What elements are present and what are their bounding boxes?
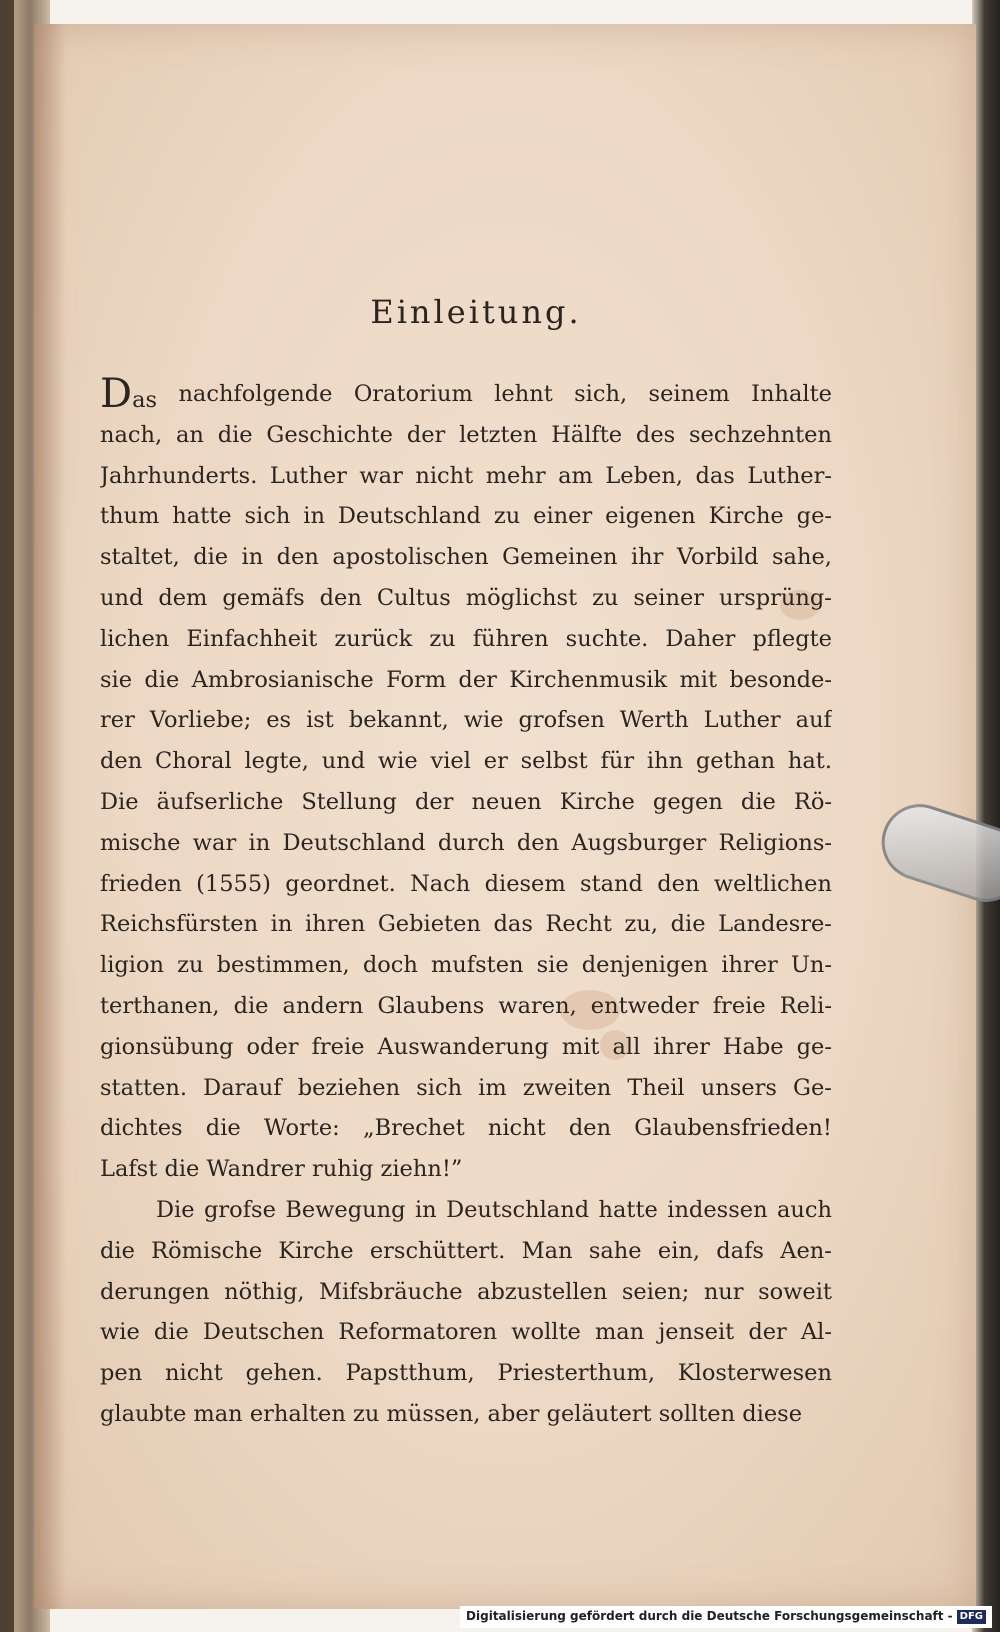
text-line: und dem gemäfs den Cultus möglichst zu seiner ursprüng- bbox=[100, 584, 832, 611]
text-line: staltet, die in den apostolischen Gemeinen ihr Vorbild sahe, bbox=[100, 544, 832, 571]
digitization-footer bbox=[460, 1606, 992, 1628]
text-line: rer Vorliebe; es ist bekannt, wie grofsen Werth Luther auf bbox=[100, 707, 832, 734]
text-line: ligion zu bestimmen, doch mufsten sie denjenigen ihrer Un- bbox=[100, 952, 832, 979]
binding-edge bbox=[0, 0, 14, 1632]
page-title: Einleitung. bbox=[370, 293, 582, 331]
text-line: Reichsfürsten in ihren Gebieten das Recht zu, die Landesre- bbox=[100, 911, 832, 938]
text-line: Lafst die Wandrer ruhig ziehn!” bbox=[100, 1156, 463, 1183]
text-line: nach, an die Geschichte der letzten Hälfte des sechzehnten bbox=[100, 421, 832, 448]
text-line: Die grofse Bewegung in Deutschland hatte indessen auch bbox=[156, 1196, 832, 1223]
footer-text: Digitalisierung gefördert durch die Deutsche Forschungsgemeinschaft - bbox=[466, 1609, 953, 1623]
page-text bbox=[100, 292, 832, 1435]
cover-edge bbox=[972, 0, 1000, 1632]
paragraph bbox=[100, 1190, 832, 1435]
text-line: thum hatte sich in Deutschland zu einer eigenen Kirche ge- bbox=[100, 503, 832, 530]
text-line: den Choral legte, und wie viel er selbst für ihn gethan hat. bbox=[100, 748, 832, 775]
text-line: frieden (1555) geordnet. Nach diesem stand den weltlichen bbox=[100, 870, 832, 897]
text-line: Jahrhunderts. Luther war nicht mehr am Leben, das Luther- bbox=[100, 462, 832, 489]
text-line: derungen nöthig, Mifsbräuche abzustellen seien; nur soweit bbox=[100, 1278, 832, 1305]
text-line: die Römische Kirche erschüttert. Man sahe ein, dafs Aen- bbox=[100, 1237, 832, 1264]
text-line: Das nachfolgende Oratorium lehnt sich, seinem Inhalte bbox=[100, 374, 832, 415]
text-line: terthanen, die andern Glaubens waren, entweder freie Reli- bbox=[100, 992, 832, 1019]
text-line: dichtes die Worte: „Brechet nicht den Glaubensfrieden! bbox=[100, 1115, 832, 1142]
text-line: mische war in Deutschland durch den Augsburger Religions- bbox=[100, 829, 832, 856]
text-line: pen nicht gehen. Papstthum, Priesterthum, Klosterwesen bbox=[100, 1360, 832, 1387]
text-line: wie die Deutschen Reformatoren wollte man jenseit der Al- bbox=[100, 1319, 832, 1346]
page-gutter-shadow bbox=[34, 24, 66, 1609]
text-line: gionsübung oder freie Auswanderung mit all ihrer Habe ge- bbox=[100, 1033, 832, 1060]
text-line: Die äufserliche Stellung der neuen Kirche gegen die Rö- bbox=[100, 788, 832, 815]
dfg-logo: DFG bbox=[957, 1610, 986, 1624]
body-text bbox=[100, 374, 832, 1435]
text-line: lichen Einfachheit zurück zu führen suchte. Daher pflegte bbox=[100, 625, 832, 652]
initial-capital: D bbox=[100, 374, 133, 415]
text-line: glaubte man erhalten zu müssen, aber geläutert sollten diese bbox=[100, 1400, 803, 1427]
text-line: statten. Darauf beziehen sich im zweiten Theil unsers Ge- bbox=[100, 1074, 832, 1101]
paragraph bbox=[100, 374, 832, 1190]
text-line: sie die Ambrosianische Form der Kirchenmusik mit besonde- bbox=[100, 666, 832, 693]
